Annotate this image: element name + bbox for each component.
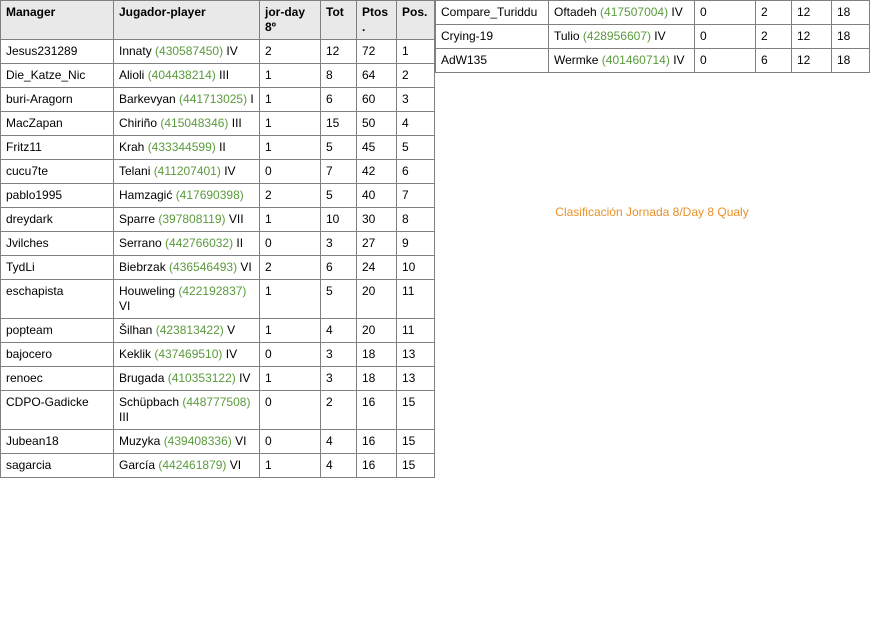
column-header-pos: Pos. <box>397 1 435 40</box>
table-row <box>436 25 870 49</box>
cell-pos: 11 <box>397 319 435 343</box>
player-category: II <box>233 236 244 250</box>
cell-tot: 6 <box>756 49 792 73</box>
cell-tot: 10 <box>321 208 357 232</box>
player-id: (441713025) <box>179 92 248 106</box>
table-caption: Clasificación Jornada 8/Day 8 Qualy <box>555 205 749 219</box>
player-id: (433344599) <box>147 140 216 154</box>
cell-tot: 7 <box>321 160 357 184</box>
table-body-left <box>1 40 435 478</box>
cell-manager: TydLi <box>1 256 114 280</box>
cell-manager: MacZapan <box>1 112 114 136</box>
player-id: (423813422) <box>155 323 224 337</box>
player-name: Sparre <box>119 212 159 226</box>
cell-manager: Jubean18 <box>1 430 114 454</box>
cell-player <box>114 64 260 88</box>
cell-pos: 18 <box>832 49 870 73</box>
cell-ptos: 12 <box>792 49 832 73</box>
player-id: (415048346) <box>160 116 229 130</box>
player-id: (442766032) <box>165 236 234 250</box>
cell-jorday: 1 <box>260 280 321 319</box>
table-body-right <box>436 1 870 73</box>
player-category: IV <box>650 29 666 43</box>
player-category: IV <box>668 5 683 19</box>
column-header-manager: Manager <box>1 1 114 40</box>
cell-player <box>114 391 260 430</box>
column-header-ptos: Ptos. <box>357 1 397 40</box>
player-id: (422192837) <box>178 284 247 298</box>
overflow-ranking-table-container <box>435 0 870 73</box>
cell-tot: 12 <box>321 40 357 64</box>
cell-jorday: 1 <box>260 319 321 343</box>
cell-manager: Fritz11 <box>1 136 114 160</box>
player-id: (417690398) <box>175 188 244 202</box>
cell-pos: 7 <box>397 184 435 208</box>
cell-ptos: 12 <box>792 1 832 25</box>
cell-ptos: 40 <box>357 184 397 208</box>
cell-manager: Die_Katze_Nic <box>1 64 114 88</box>
cell-tot: 3 <box>321 343 357 367</box>
main-ranking-table-container <box>0 0 435 478</box>
player-id: (411207401) <box>153 164 221 178</box>
cell-pos: 11 <box>397 280 435 319</box>
cell-pos: 1 <box>397 40 435 64</box>
player-category: IV <box>223 44 238 58</box>
table-row <box>436 1 870 25</box>
player-name: Wermke <box>554 53 602 67</box>
cell-jorday: 1 <box>260 367 321 391</box>
cell-pos: 18 <box>832 1 870 25</box>
cell-player <box>549 49 695 73</box>
cell-ptos: 18 <box>357 343 397 367</box>
cell-ptos: 72 <box>357 40 397 64</box>
table-row <box>1 160 435 184</box>
cell-manager: renoec <box>1 367 114 391</box>
table-row <box>1 343 435 367</box>
cell-jorday: 0 <box>260 430 321 454</box>
cell-manager: sagarcia <box>1 454 114 478</box>
player-category: III <box>119 410 130 424</box>
cell-jorday: 1 <box>260 64 321 88</box>
player-name: Alioli <box>119 68 148 82</box>
player-category: VI <box>231 434 247 448</box>
cell-manager: popteam <box>1 319 114 343</box>
player-category: IV <box>669 53 685 67</box>
player-name: Houweling <box>119 284 179 298</box>
cell-ptos: 64 <box>357 64 397 88</box>
cell-jorday: 1 <box>260 136 321 160</box>
cell-pos: 6 <box>397 160 435 184</box>
player-name: García <box>119 458 159 472</box>
column-header-jorday: jor-day 8º <box>260 1 321 40</box>
cell-tot: 2 <box>756 1 792 25</box>
player-name: Schüpbach <box>119 395 183 409</box>
cell-player <box>114 343 260 367</box>
cell-tot: 2 <box>321 391 357 430</box>
cell-manager: eschapista <box>1 280 114 319</box>
player-name: Brugada <box>119 371 168 385</box>
cell-manager: Jvilches <box>1 232 114 256</box>
cell-ptos: 42 <box>357 160 397 184</box>
cell-pos: 2 <box>397 64 435 88</box>
cell-ptos: 20 <box>357 319 397 343</box>
cell-pos: 15 <box>397 454 435 478</box>
table-row <box>1 136 435 160</box>
table-row <box>1 112 435 136</box>
player-category: II <box>215 140 226 154</box>
cell-pos: 18 <box>832 25 870 49</box>
player-category: I <box>247 92 254 106</box>
cell-player <box>114 430 260 454</box>
cell-jorday: 0 <box>260 232 321 256</box>
player-name: Serrano <box>119 236 166 250</box>
player-id: (437469510) <box>154 347 223 361</box>
cell-manager: Compare_Turiddu <box>436 1 549 25</box>
cell-ptos: 60 <box>357 88 397 112</box>
player-name: Šilhan <box>119 323 156 337</box>
cell-ptos: 45 <box>357 136 397 160</box>
ranking-table-right <box>435 0 870 73</box>
table-row <box>436 49 870 73</box>
cell-tot: 4 <box>321 430 357 454</box>
column-header-player: Jugador-player <box>114 1 260 40</box>
cell-tot: 5 <box>321 136 357 160</box>
cell-ptos: 18 <box>357 367 397 391</box>
player-id: (436546493) <box>169 260 238 274</box>
cell-player <box>114 208 260 232</box>
cell-player <box>114 88 260 112</box>
cell-tot: 3 <box>321 367 357 391</box>
cell-tot: 2 <box>756 25 792 49</box>
cell-player <box>114 160 260 184</box>
table-row <box>1 367 435 391</box>
player-id: (442461879) <box>158 458 227 472</box>
cell-ptos: 16 <box>357 391 397 430</box>
cell-manager: pablo1995 <box>1 184 114 208</box>
table-row <box>1 208 435 232</box>
cell-manager: dreydark <box>1 208 114 232</box>
cell-ptos: 16 <box>357 430 397 454</box>
cell-tot: 6 <box>321 88 357 112</box>
player-category: IV <box>220 164 236 178</box>
player-id: (397808119) <box>158 212 226 226</box>
player-name: Keklik <box>119 347 155 361</box>
player-name: Oftadeh <box>554 5 601 19</box>
cell-manager: cucu7te <box>1 160 114 184</box>
player-category: IV <box>222 347 238 361</box>
cell-pos: 10 <box>397 256 435 280</box>
cell-tot: 3 <box>321 232 357 256</box>
player-name: Muzyka <box>119 434 164 448</box>
player-name: Innaty <box>119 44 156 58</box>
player-name: Barkevyan <box>119 92 180 106</box>
player-id: (404438214) <box>147 68 216 82</box>
cell-jorday: 0 <box>260 343 321 367</box>
cell-manager: CDPO-Gadicke <box>1 391 114 430</box>
cell-player <box>549 1 695 25</box>
table-row <box>1 454 435 478</box>
table-row <box>1 40 435 64</box>
player-category: VII <box>225 212 244 226</box>
cell-pos: 15 <box>397 391 435 430</box>
cell-pos: 4 <box>397 112 435 136</box>
cell-manager: bajocero <box>1 343 114 367</box>
table-row <box>1 88 435 112</box>
cell-player <box>114 136 260 160</box>
player-category: VI <box>226 458 242 472</box>
cell-pos: 13 <box>397 343 435 367</box>
table-row <box>1 64 435 88</box>
cell-ptos: 50 <box>357 112 397 136</box>
cell-jorday: 0 <box>695 25 756 49</box>
table-row <box>1 184 435 208</box>
cell-tot: 8 <box>321 64 357 88</box>
cell-manager: buri-Aragorn <box>1 88 114 112</box>
cell-ptos: 24 <box>357 256 397 280</box>
cell-jorday: 1 <box>260 112 321 136</box>
cell-manager: Jesus231289 <box>1 40 114 64</box>
player-id: (417507004) <box>600 5 669 19</box>
cell-player <box>114 280 260 319</box>
table-row <box>1 280 435 319</box>
table-row <box>1 232 435 256</box>
cell-jorday: 0 <box>695 49 756 73</box>
cell-pos: 3 <box>397 88 435 112</box>
cell-player <box>114 454 260 478</box>
cell-player <box>114 256 260 280</box>
cell-jorday: 1 <box>260 454 321 478</box>
cell-pos: 5 <box>397 136 435 160</box>
cell-jorday: 1 <box>260 208 321 232</box>
cell-player <box>114 319 260 343</box>
cell-jorday: 2 <box>260 256 321 280</box>
cell-jorday: 0 <box>695 1 756 25</box>
player-name: Hamzagić <box>119 188 176 202</box>
cell-player <box>114 367 260 391</box>
player-category: VI <box>237 260 252 274</box>
cell-jorday: 2 <box>260 40 321 64</box>
ranking-table-left <box>0 0 435 478</box>
cell-manager: AdW135 <box>436 49 549 73</box>
cell-pos: 9 <box>397 232 435 256</box>
cell-ptos: 20 <box>357 280 397 319</box>
player-id: (439408336) <box>163 434 232 448</box>
table-row <box>1 391 435 430</box>
table-header-row-left <box>1 1 435 40</box>
cell-tot: 5 <box>321 280 357 319</box>
table-row <box>1 256 435 280</box>
column-header-tot: Tot <box>321 1 357 40</box>
cell-jorday: 0 <box>260 391 321 430</box>
cell-tot: 4 <box>321 454 357 478</box>
cell-tot: 5 <box>321 184 357 208</box>
cell-pos: 8 <box>397 208 435 232</box>
cell-player <box>114 184 260 208</box>
cell-jorday: 2 <box>260 184 321 208</box>
player-category: IV <box>235 371 251 385</box>
player-id: (401460714) <box>601 53 670 67</box>
cell-player <box>549 25 695 49</box>
player-name: Chiriño <box>119 116 161 130</box>
player-category: V <box>223 323 236 337</box>
cell-tot: 4 <box>321 319 357 343</box>
cell-jorday: 0 <box>260 160 321 184</box>
table-row <box>1 319 435 343</box>
cell-jorday: 1 <box>260 88 321 112</box>
cell-player <box>114 112 260 136</box>
player-category: III <box>228 116 242 130</box>
cell-tot: 15 <box>321 112 357 136</box>
player-name: Krah <box>119 140 148 154</box>
cell-ptos: 16 <box>357 454 397 478</box>
player-id: (410353122) <box>167 371 236 385</box>
player-id: (428956607) <box>582 29 651 43</box>
player-id: (448777508) <box>182 395 251 409</box>
player-id: (430587450) <box>155 44 224 58</box>
player-name: Biebrzak <box>119 260 170 274</box>
player-name: Telani <box>119 164 154 178</box>
cell-tot: 6 <box>321 256 357 280</box>
cell-ptos: 27 <box>357 232 397 256</box>
cell-manager: Crying-19 <box>436 25 549 49</box>
cell-player <box>114 40 260 64</box>
cell-pos: 13 <box>397 367 435 391</box>
cell-pos: 15 <box>397 430 435 454</box>
player-name: Tulio <box>554 29 583 43</box>
cell-player <box>114 232 260 256</box>
table-row <box>1 430 435 454</box>
player-category: VI <box>119 299 131 313</box>
player-category: III <box>215 68 230 82</box>
cell-ptos: 12 <box>792 25 832 49</box>
cell-ptos: 30 <box>357 208 397 232</box>
